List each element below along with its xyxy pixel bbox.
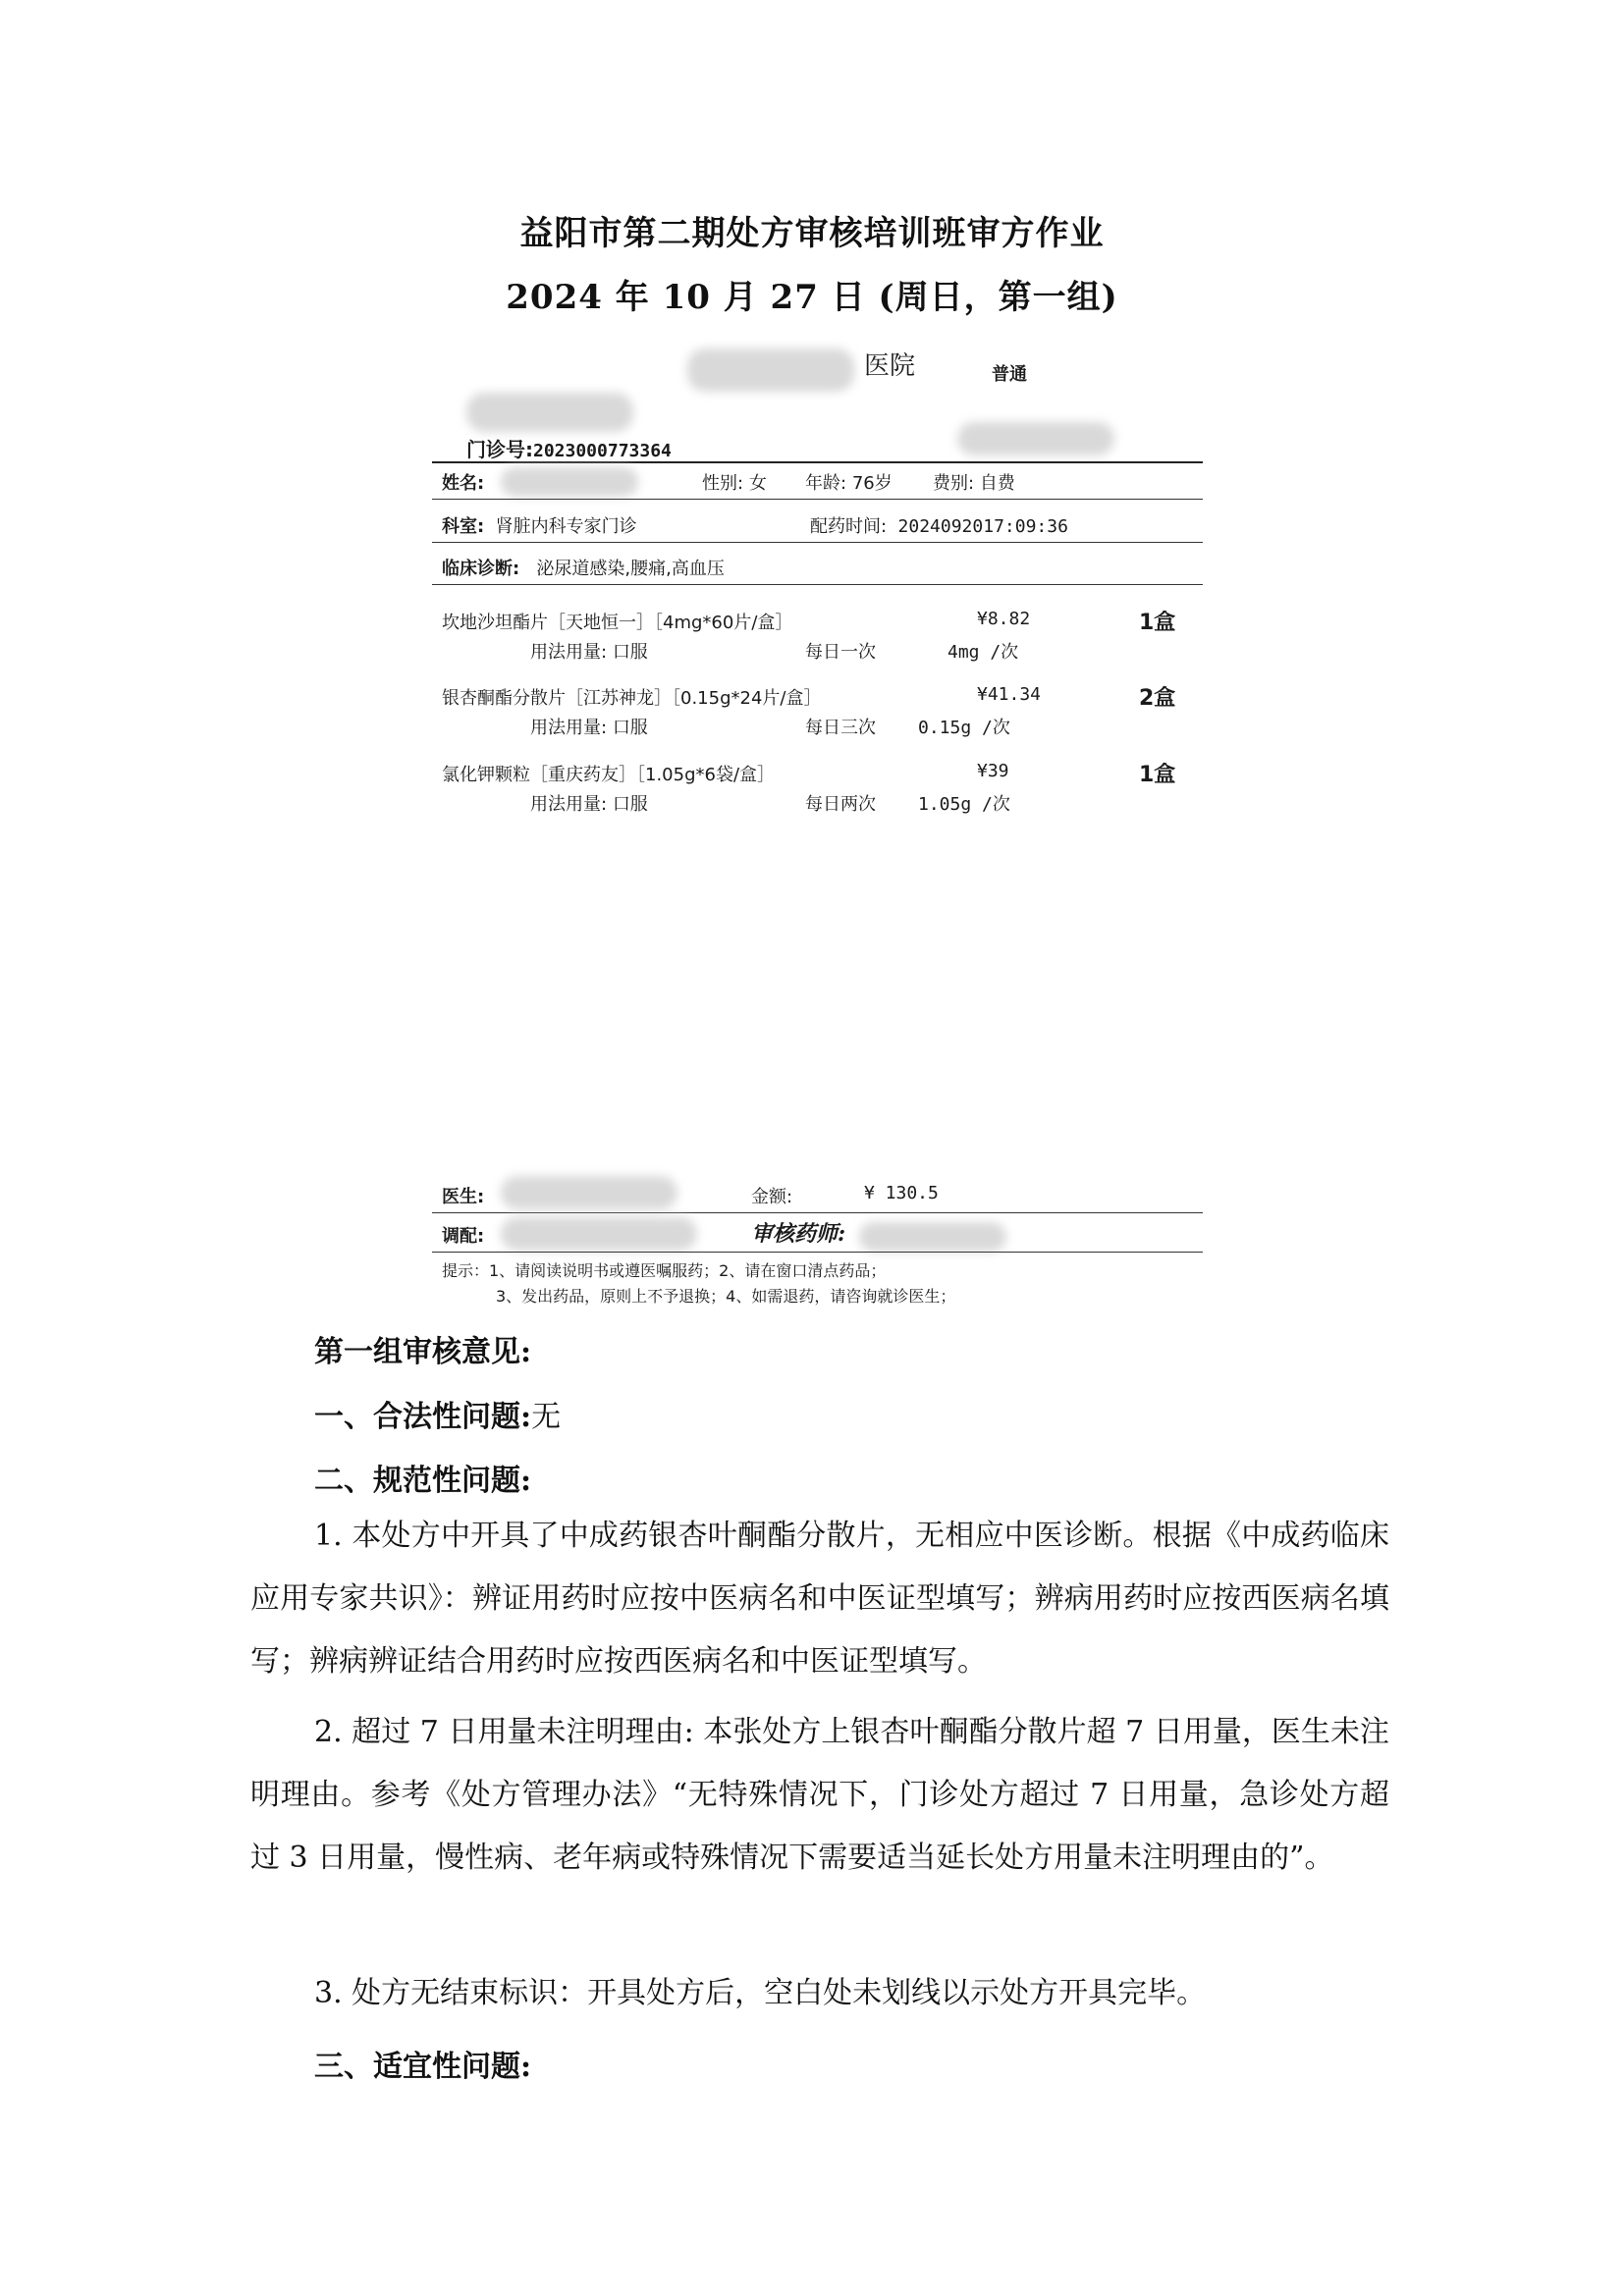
redacted-mark xyxy=(957,422,1114,455)
drug-usage: 用法用量: 口服 xyxy=(530,718,648,738)
dispense-time: 配药时间: 2024092017:09:36 xyxy=(810,516,1068,537)
drug-dose: 1.05g /次 xyxy=(918,794,1010,815)
tip-line-2: 3、发出药品，原则上不予退换；4、如需退药，请咨询就诊医生； xyxy=(496,1287,956,1306)
drug-dose: 4mg /次 xyxy=(947,642,1019,663)
name-label: 姓名: xyxy=(442,473,485,494)
gender: 性别: 女 xyxy=(702,473,767,494)
drug-frequency: 每日一次 xyxy=(805,642,876,663)
department: 科室: 肾脏内科专家门诊 xyxy=(442,516,637,537)
drug-quantity: 1盒 xyxy=(1139,763,1176,787)
clinical-diagnosis: 临床诊断: 泌尿道感染,腰痛,高血压 xyxy=(442,559,725,579)
standard-issue-2: 2. 超过 7 日用量未注明理由: 本张处方上银杏叶酮酯分散片超 7 日用量，医生未注明理由。参考《处方管理办法》“无特殊情况下，门诊处方超过 7 日用量，急诊处方超过 3 日用量，慢性病、老年病或特殊情况下需要适当延长处方用量未注明理由的”。 xyxy=(250,1715,1389,1875)
total-amount: ¥ 130.5 xyxy=(864,1183,939,1203)
drug-name: 氯化钾颗粒［重庆药友］［1.05g*6袋/盒］ xyxy=(442,765,776,785)
drug-price: ¥39 xyxy=(977,761,1009,781)
prescription-scan xyxy=(422,334,1208,1315)
outpatient-number: 门诊号:2023000773364 xyxy=(466,438,672,461)
pharmacist-signature-label: 审核药师: xyxy=(751,1221,846,1247)
redacted-patient-name xyxy=(501,467,638,497)
standard-issue-3: 3. 处方无结束标识：开具处方后，空白处未划线以示处方开具完毕。 xyxy=(314,1976,1207,2010)
standard-heading: 二、规范性问题: xyxy=(314,1464,532,1498)
hospital-name-suffix: 医院 xyxy=(864,351,916,381)
redacted-doctor-name xyxy=(501,1176,677,1209)
drug-price: ¥8.82 xyxy=(977,609,1031,629)
redacted-mark xyxy=(466,393,633,432)
drug-name: 坎地沙坦酯片［天地恒一］［4mg*60片/盒］ xyxy=(442,613,793,633)
drug-name: 银杏酮酯分散片［江苏神龙］［0.15g*24片/盒］ xyxy=(442,688,822,709)
doctor-label: 医生: xyxy=(442,1187,485,1207)
drug-price: ¥41.34 xyxy=(977,684,1042,705)
drug-quantity: 2盒 xyxy=(1139,686,1176,711)
dispenser-label: 调配: xyxy=(442,1226,485,1247)
drug-quantity: 1盒 xyxy=(1139,611,1176,635)
redacted-dispenser-name xyxy=(501,1217,697,1251)
drug-frequency: 每日两次 xyxy=(805,794,876,815)
tip-line-1: 提示：1、请阅读说明书或遵医嘱服药；2、请在窗口清点药品； xyxy=(442,1261,887,1280)
redacted-hospital-name xyxy=(687,348,854,392)
document-title: 益阳市第二期处方审核培训班审方作业 xyxy=(519,214,1105,253)
review-heading: 第一组审核意见: xyxy=(314,1335,532,1369)
redacted-pharmacist-name xyxy=(859,1222,1006,1252)
document-subtitle: 2024 年 10 月 27 日 (周日，第一组) xyxy=(506,278,1118,317)
fee-type: 费别: 自费 xyxy=(933,473,1015,494)
drug-usage: 用法用量: 口服 xyxy=(530,794,648,815)
amount-label: 金额: xyxy=(751,1187,793,1207)
standard-issue-1: 1. 本处方中开具了中成药银杏叶酮酯分散片，无相应中医诊断。根据《中成药临床应用专家共识》：辨证用药时应按中医病名和中医证型填写；辨病用药时应按西医病名填写；辨病辨证结合用药时应按西医病名和中医证型填写。 xyxy=(250,1519,1389,1679)
prescription-type: 普通 xyxy=(992,364,1027,385)
drug-dose: 0.15g /次 xyxy=(918,718,1010,738)
drug-frequency: 每日三次 xyxy=(805,718,876,738)
age: 年龄: 76岁 xyxy=(805,473,893,494)
suitability-heading: 三、适宜性问题: xyxy=(314,2050,532,2084)
drug-usage: 用法用量: 口服 xyxy=(530,642,648,663)
legality-section: 一、合法性问题:无 xyxy=(314,1400,562,1434)
